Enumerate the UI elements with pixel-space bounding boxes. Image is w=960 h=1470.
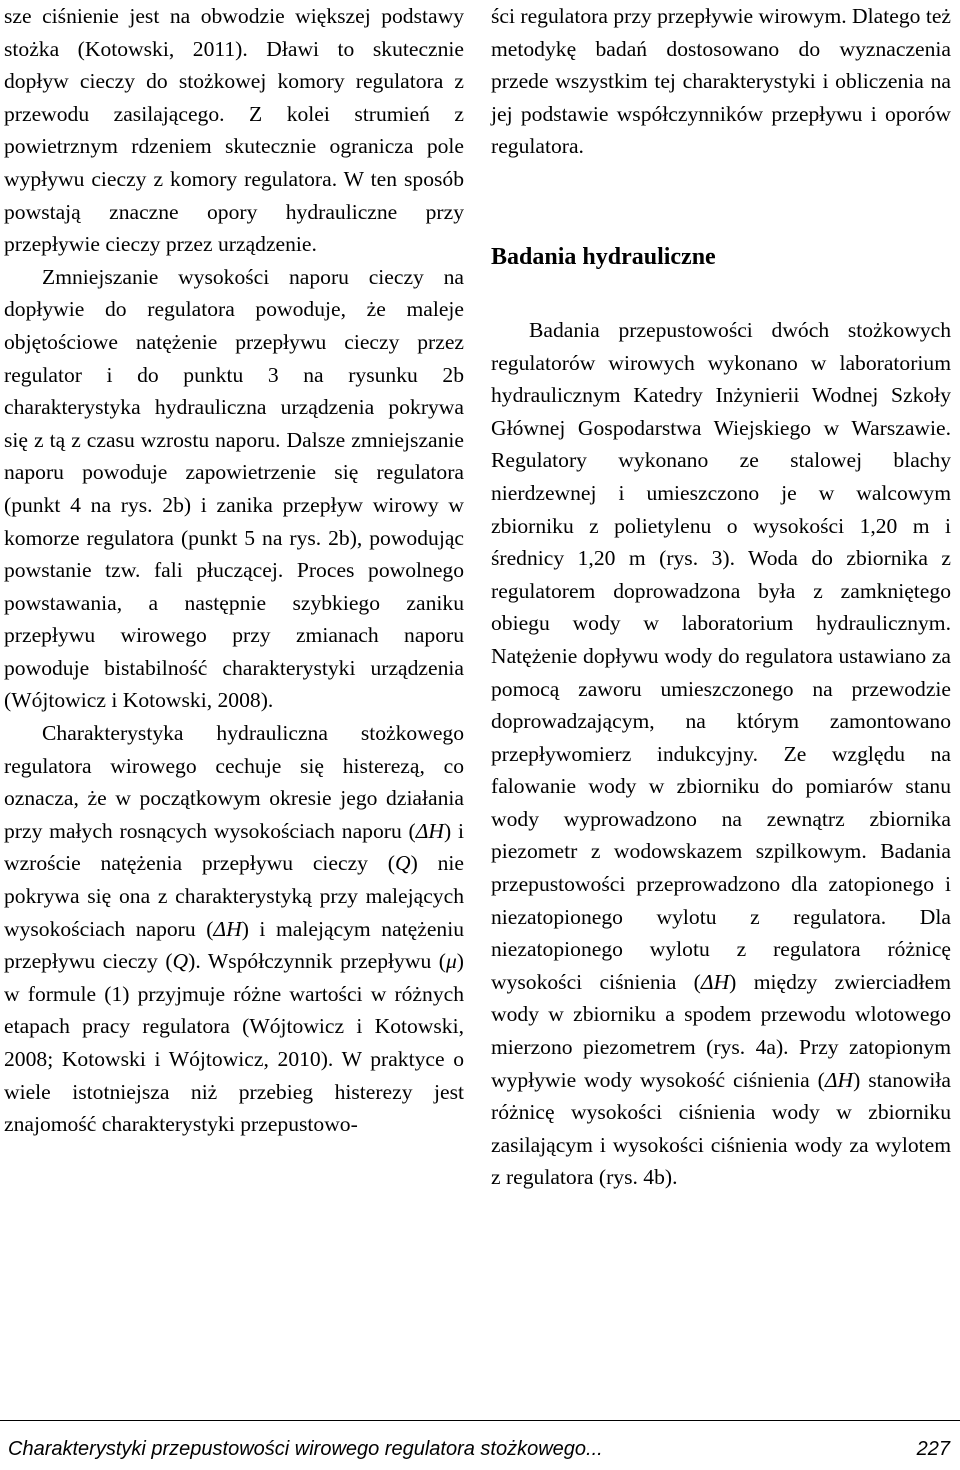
text-run: ) stanowiła różnicę wysokości ciśnienia wody w zbiorniku zasilającym i wysokości ciśnienia wody za wylotem z regulatora (rys. 4b). [491,1067,951,1190]
section-heading: Badania hydrauliczne [491,243,716,270]
left-column [4,0,464,1141]
symbol-delta-h: ΔH [824,1067,854,1092]
paragraph-continuation: ści regulatora przy przepływie wirowym. Dlatego też metodykę badań dostosowano do wyznaczenia przede wszystkim tej charakterystyki i obliczenia na jej podstawie współczynników przepływu i oporów regulatora. [491,4,951,159]
text-run: ) nie pokrywa się ona z charakterystyką przy malejących wysokościach naporu ( [4,851,464,941]
symbol-q: Q [395,851,411,876]
text-run: Charakterystyka hydrauliczna stożkowego regulatora wirowego cechuje się histerezą, co oznacza, że w początkowym okresie jego działania przy małych rosnących wysokościach naporu ( [4,721,464,843]
text-run: Badania przepustowości dwóch stożkowych regulatorów wirowych wykonano w laboratorium hydraulicznym Katedry Inżynierii Wodnej Szkoły Głównej Gospodarstwa Wiejskiego w Warszawie. Regulatory wykonano ze stalowej blachy nierdzewnej i umieszczono je w walcowym zbiorniku z polietylenu o wysokości 1,20 m i średnicy 1,20 m (rys. 3). Woda do zbiornika z regulatorem doprowadzona była z zamkniętego obiegu wody w laboratorium hydraulicznym. Natężenie dopływu wody do regulatora ustawiano za pomocą zaworu umieszczonego na przewodzie doprowadzającym, na którym zamontowano przepływomierz indukcyjny. Ze względu na falowanie wody w zbiorniku do pomiarów stanu wody wyprowadzono na zewnątrz zbiornika piezometr z wodowskazem szpilkowym. Badania przepustowości przeprowadzono dla zatopionego i niezatopionego wylotu z regulatora. Dla niezatopionego wylotu z regulatora różnicę wysokości ciśnienia ( [491,317,951,994]
footer-divider [0,1420,960,1421]
symbol-delta-h: ΔH [700,969,730,994]
paragraph-hydraulic-tests [491,314,951,1194]
paragraph-head-decrease: Zmniejszanie wysokości naporu cieczy na dopływie do regulatora powoduje, że maleje objętościowe natężenie przepływu cieczy przez regulator i do punktu 3 na rysunku 2b charakterystyka hydrauliczna urządzenia pokrywa się z tą z czasu wzrostu naporu. Dalsze zmniejszanie naporu powoduje zapowietrzenie się regulatora (punkt 4 na rys. 2b) i zanika przepływ wirowy w komorze regulatora (punkt 5 na rys. 2b), powodując powstanie tzw. fali płuczącej. Proces powolnego powstawania, a następnie szybkiego zaniku przepływu wirowego przy zmianach naporu powoduje bistabilność charakterystyki urządzenia (Wójtowicz i Kotowski, 2008). [4,264,464,713]
paragraph-hysteresis [4,717,464,1141]
page-footer [8,1437,950,1461]
right-column [491,0,951,1194]
symbol-delta-h: ΔH [213,916,242,941]
symbol-mu: μ [445,949,457,974]
text-run: ). Współczynnik przepływu ( [188,949,446,974]
text-run: ) w formule (1) przyjmuje różne wartości w różnych etapach pracy regulatora (Wójtowicz i Kotowski, 2008; Kotowski i Wójtowicz, 2010). W praktyce o wiele istotniejsza niż przebieg histerezy jest znajomość charakterystyki przepustowo- [4,949,464,1137]
text-run: ) i wzroście natężenia przepływu cieczy ( [4,818,465,876]
symbol-delta-h: ΔH [415,818,445,843]
text-run: ) między zwierciadłem wody w zbiorniku a spodem przewodu wlotowego mierzono piezometrem (rys. 4a). Przy zatopionym wypływie wody wysokość ciśnienia ( [491,969,951,1092]
running-title: Charakterystyki przepustowości wirowego regulatora stożkowego... [8,1438,603,1460]
paragraph-continuation: sze ciśnienie jest na obwodzie większej podstawy stożka (Kotowski, 2011). Dławi to skutecznie dopływ cieczy do stożkowej komory regulatora z przewodu zasilającego. Z kolei strumień z powietrznym rdzeniem skutecznie ogranicza pole wypływu cieczy z komory regulatora. W ten sposób powstają znaczne opory hydrauliczne przy przepływie cieczy przez urządzenie. [4,4,464,257]
text-run: ) i malejącym natężeniu przepływu cieczy ( [4,916,464,974]
symbol-q: Q [172,949,189,974]
page-number: 227 [916,1438,950,1460]
